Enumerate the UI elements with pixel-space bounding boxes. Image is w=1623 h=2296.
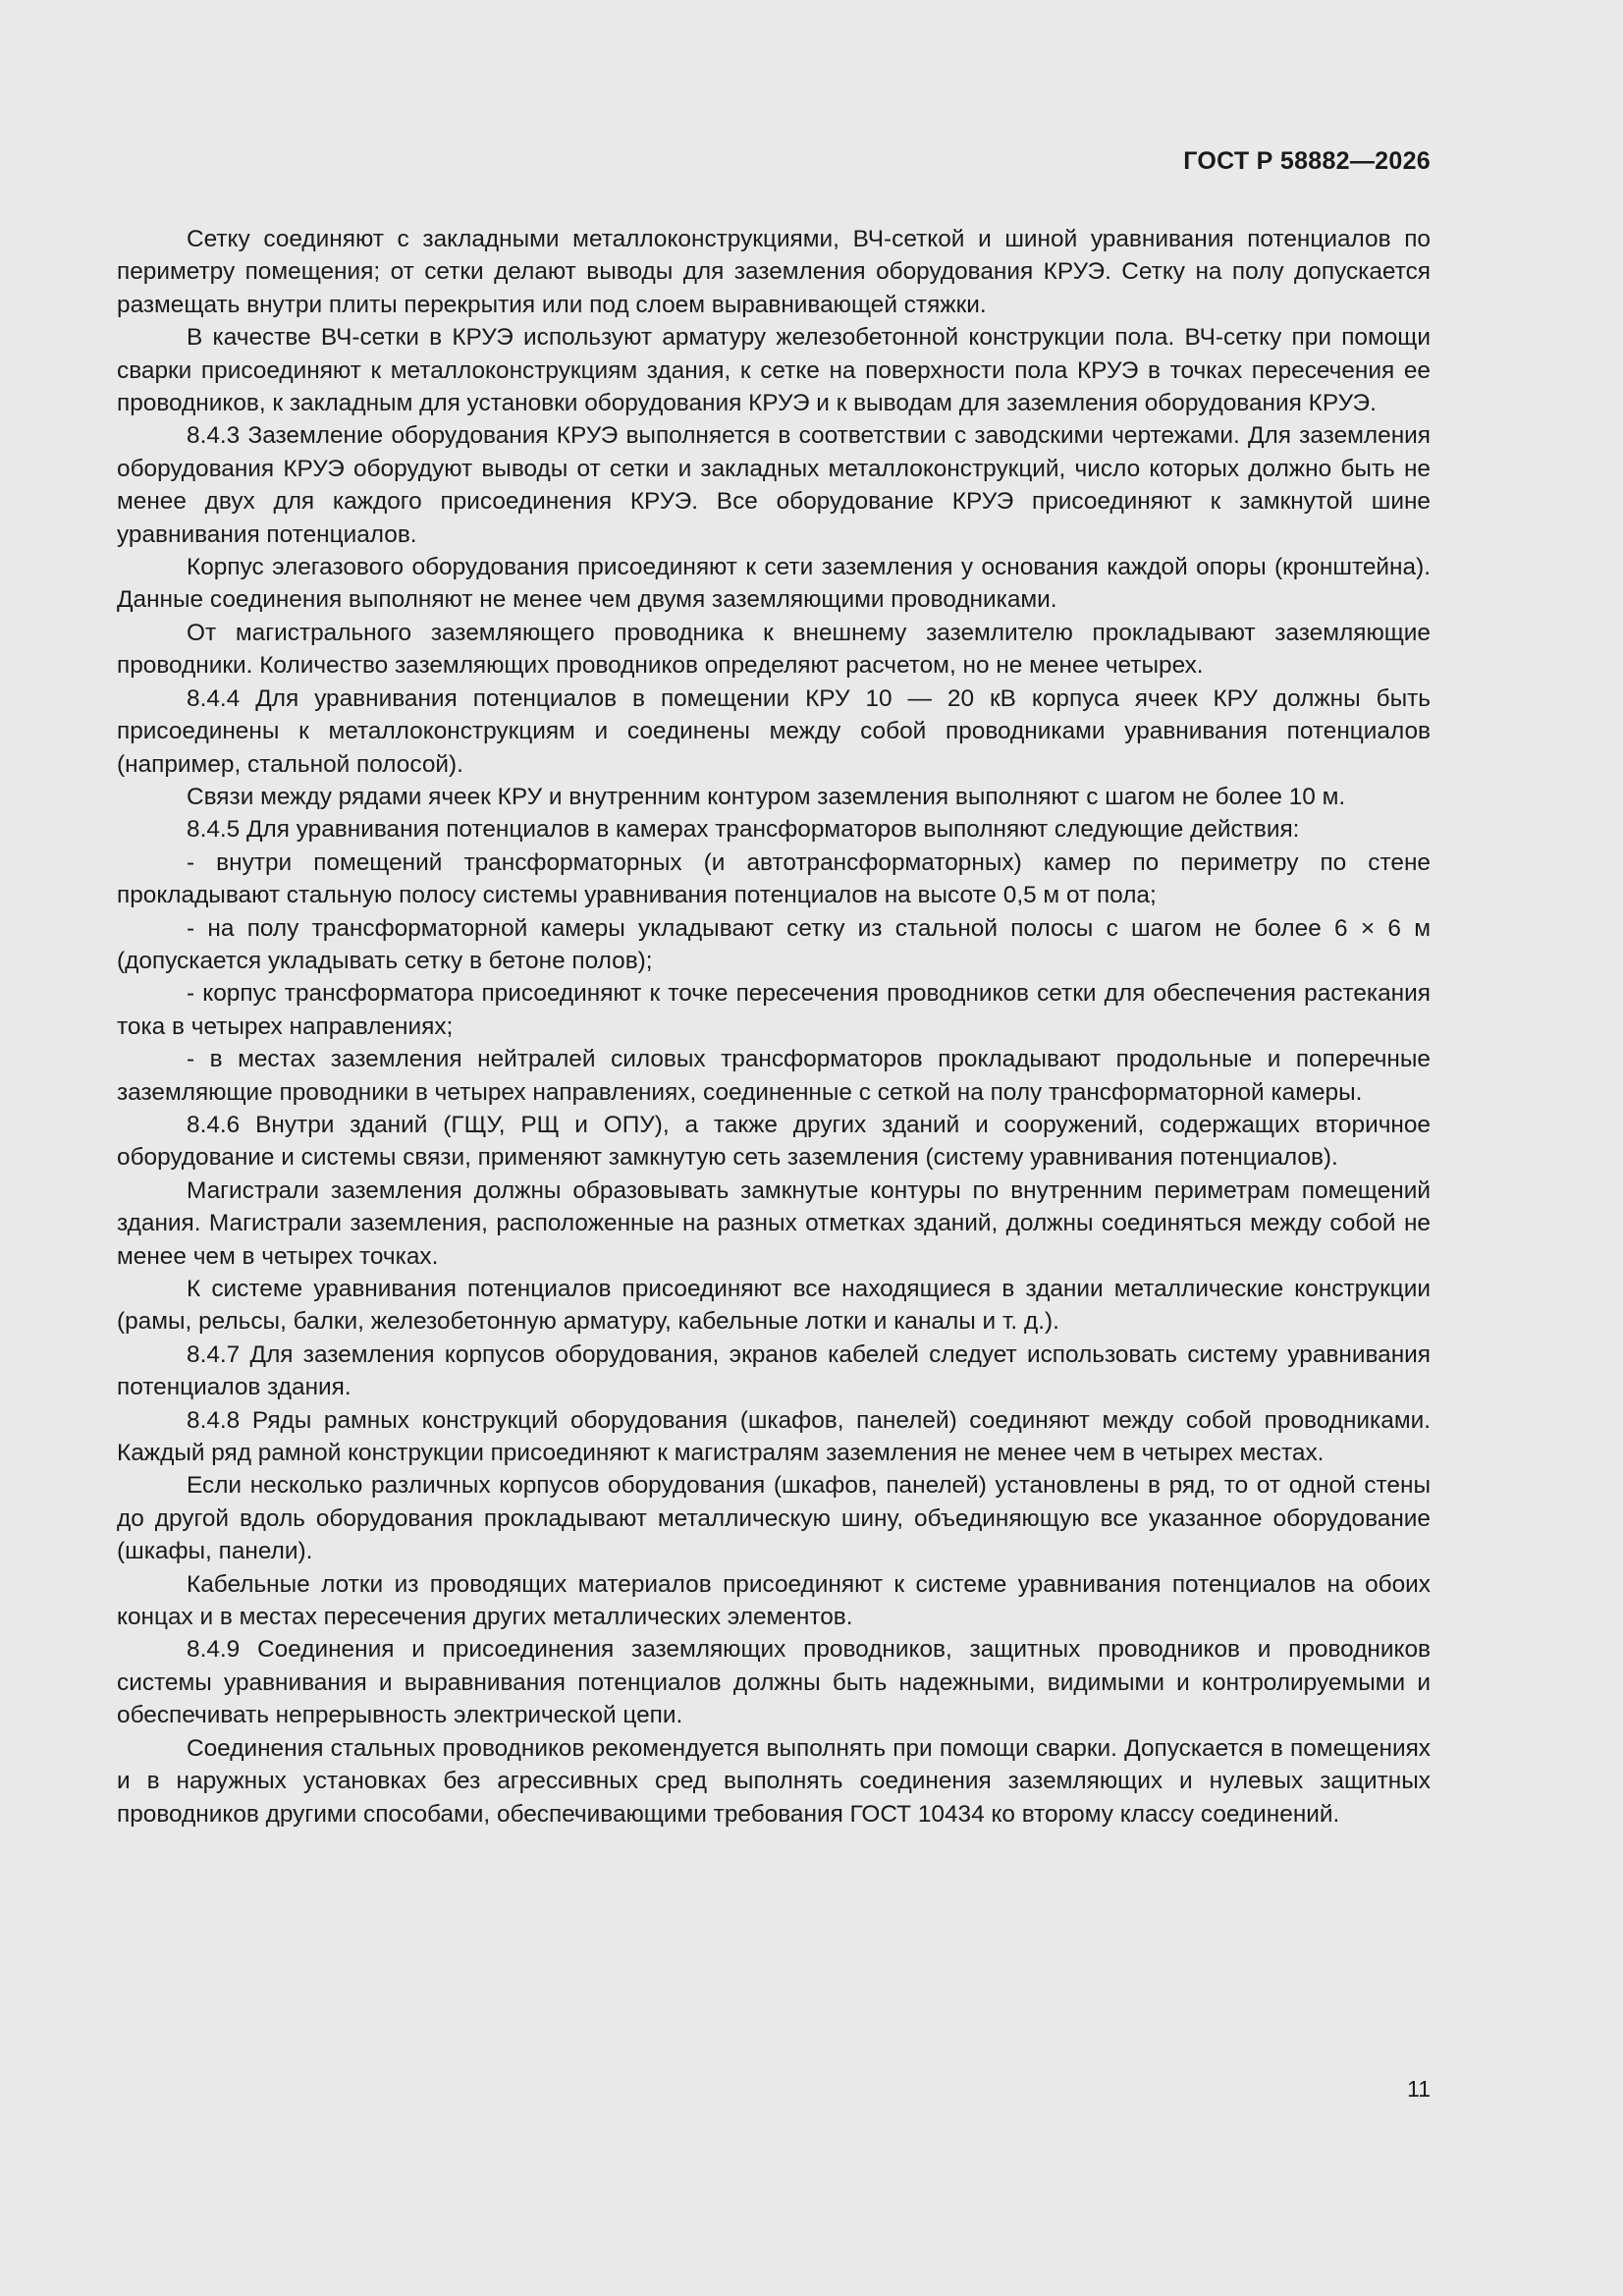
paragraph: Кабельные лотки из проводящих материалов присоединяют к системе уравнивания потенциалов на обоих концах и в местах пересечения других металлических элементов.	[117, 1570, 1431, 1631]
paragraph: 8.4.7 Для заземления корпусов оборудования, экранов кабелей следует использовать систему уравнивания потенциалов здания.	[117, 1340, 1431, 1401]
paragraph: Если несколько различных корпусов оборудования (шкафов, панелей) установлены в ряд, то от одной стены до другой вдоль оборудования прокладывают металлическую шину, объединяющую все указанное оборудование (шкафы, панели).	[117, 1472, 1431, 1565]
paragraph: Сетку соединяют с закладными металлоконструкциями, ВЧ-сеткой и шиной уравнивания потенциалов по периметру помещения; от сетки делают выводы для заземления оборудования КРУЭ. Сетку на полу допускается размещать внутри плиты перекрытия или под слоем выравнивающей стяжки.	[117, 226, 1431, 318]
paragraph: 8.4.4 Для уравнивания потенциалов в помещении КРУ 10 — 20 кВ корпуса ячеек КРУ должны быть присоединены к металлоконструкциям и соединены между собой проводниками уравнивания потенциалов (например, стальной полосой).	[117, 684, 1431, 778]
paragraph: Связи между рядами ячеек КРУ и внутренним контуром заземления выполняют с шагом не более 10 м.	[187, 783, 1346, 810]
paragraph: Соединения стальных проводников рекомендуется выполнять при помощи сварки. Допускается в помещениях и в наружных установках без агрессивных сред выполнять соединения заземляющих и нулевых защитных проводников другими способами, обеспечивающими требования ГОСТ 10434 ко второму классу соединений.	[117, 1734, 1431, 1828]
paragraph: Корпус элегазового оборудования присоединяют к сети заземления у основания каждой опоры (кронштейна). Данные соединения выполняют не менее чем двумя заземляющими проводниками.	[117, 554, 1431, 614]
list-item: - корпус трансформатора присоединяют к точке пересечения проводников сетки для обеспечения растекания тока в четырех направлениях;	[117, 980, 1431, 1040]
list-item: - в местах заземления нейтралей силовых трансформаторов прокладывают продольные и поперечные заземляющие проводники в четырех направлениях, соединенные с сеткой на полу трансформаторной камеры.	[117, 1046, 1431, 1106]
paragraph: Магистрали заземления должны образовывать замкнутые контуры по внутренним периметрам помещений здания. Магистрали заземления, расположенные на разных отметках зданий, должны соединяться между собой не менее чем в четырех точках.	[117, 1176, 1431, 1270]
page-number: 11	[1407, 2076, 1431, 2102]
document-body	[117, 223, 1431, 1831]
paragraph: 8.4.5 Для уравнивания потенциалов в камерах трансформаторов выполняют следующие действия:	[187, 816, 1300, 844]
paragraph: 8.4.3 Заземление оборудования КРУЭ выполняется в соответствии с заводскими чертежами. Для заземления оборудования КРУЭ оборудуют выводы от сетки и закладных металлоконструкций, число которых должно быть не менее двух для каждого присоединения КРУЭ. Все оборудование КРУЭ присоединяют к замкнутой шине уравнивания потенциалов.	[117, 422, 1431, 548]
paragraph: К системе уравнивания потенциалов присоединяют все находящиеся в здании металлические конструкции (рамы, рельсы, балки, железобетонную арматуру, кабельные лотки и каналы и т. д.).	[117, 1276, 1431, 1336]
list-item: - на полу трансформаторной камеры укладывают сетку из стальной полосы с шагом не более 6 × 6 м (допускается укладывать сетку в бетоне полов);	[117, 914, 1431, 974]
paragraph: 8.4.6 Внутри зданий (ГЩУ, РЩ и ОПУ), а также других зданий и сооружений, содержащих вторичное оборудование и системы связи, применяют замкнутую сеть заземления (систему уравнивания потенциалов).	[117, 1111, 1431, 1172]
paragraph: 8.4.9 Соединения и присоединения заземляющих проводников, защитных проводников и проводников системы уравнивания и выравнивания потенциалов должны быть надежными, видимыми и контролируемыми и обеспечивать непрерывность электрической цепи.	[117, 1636, 1431, 1729]
list-item: - внутри помещений трансформаторных (и автотрансформаторных) камер по периметру по стене прокладывают стальную полосу системы уравнивания потенциалов на высоте 0,5 м от пола;	[117, 848, 1431, 909]
paragraph: 8.4.8 Ряды рамных конструкций оборудования (шкафов, панелей) соединяют между собой проводниками. Каждый ряд рамной конструкции присоединяют к магистралям заземления не менее чем в четырех местах.	[117, 1406, 1431, 1467]
paragraph: В качестве ВЧ-сетки в КРУЭ используют арматуру железобетонной конструкции пола. ВЧ-сетку при помощи сварки присоединяют к металлоконструкциям здания, к сетке на поверхности пола КРУЭ в точках пересечения ее проводников, к закладным для установки оборудования КРУЭ и к выводам для заземления оборудования КРУЭ.	[117, 324, 1431, 417]
paragraph: От магистрального заземляющего проводника к внешнему заземлителю прокладывают заземляющие проводники. Количество заземляющих проводников определяют расчетом, но не менее четырех.	[117, 619, 1431, 680]
document-code: ГОСТ Р 58882—2026	[1183, 147, 1431, 175]
